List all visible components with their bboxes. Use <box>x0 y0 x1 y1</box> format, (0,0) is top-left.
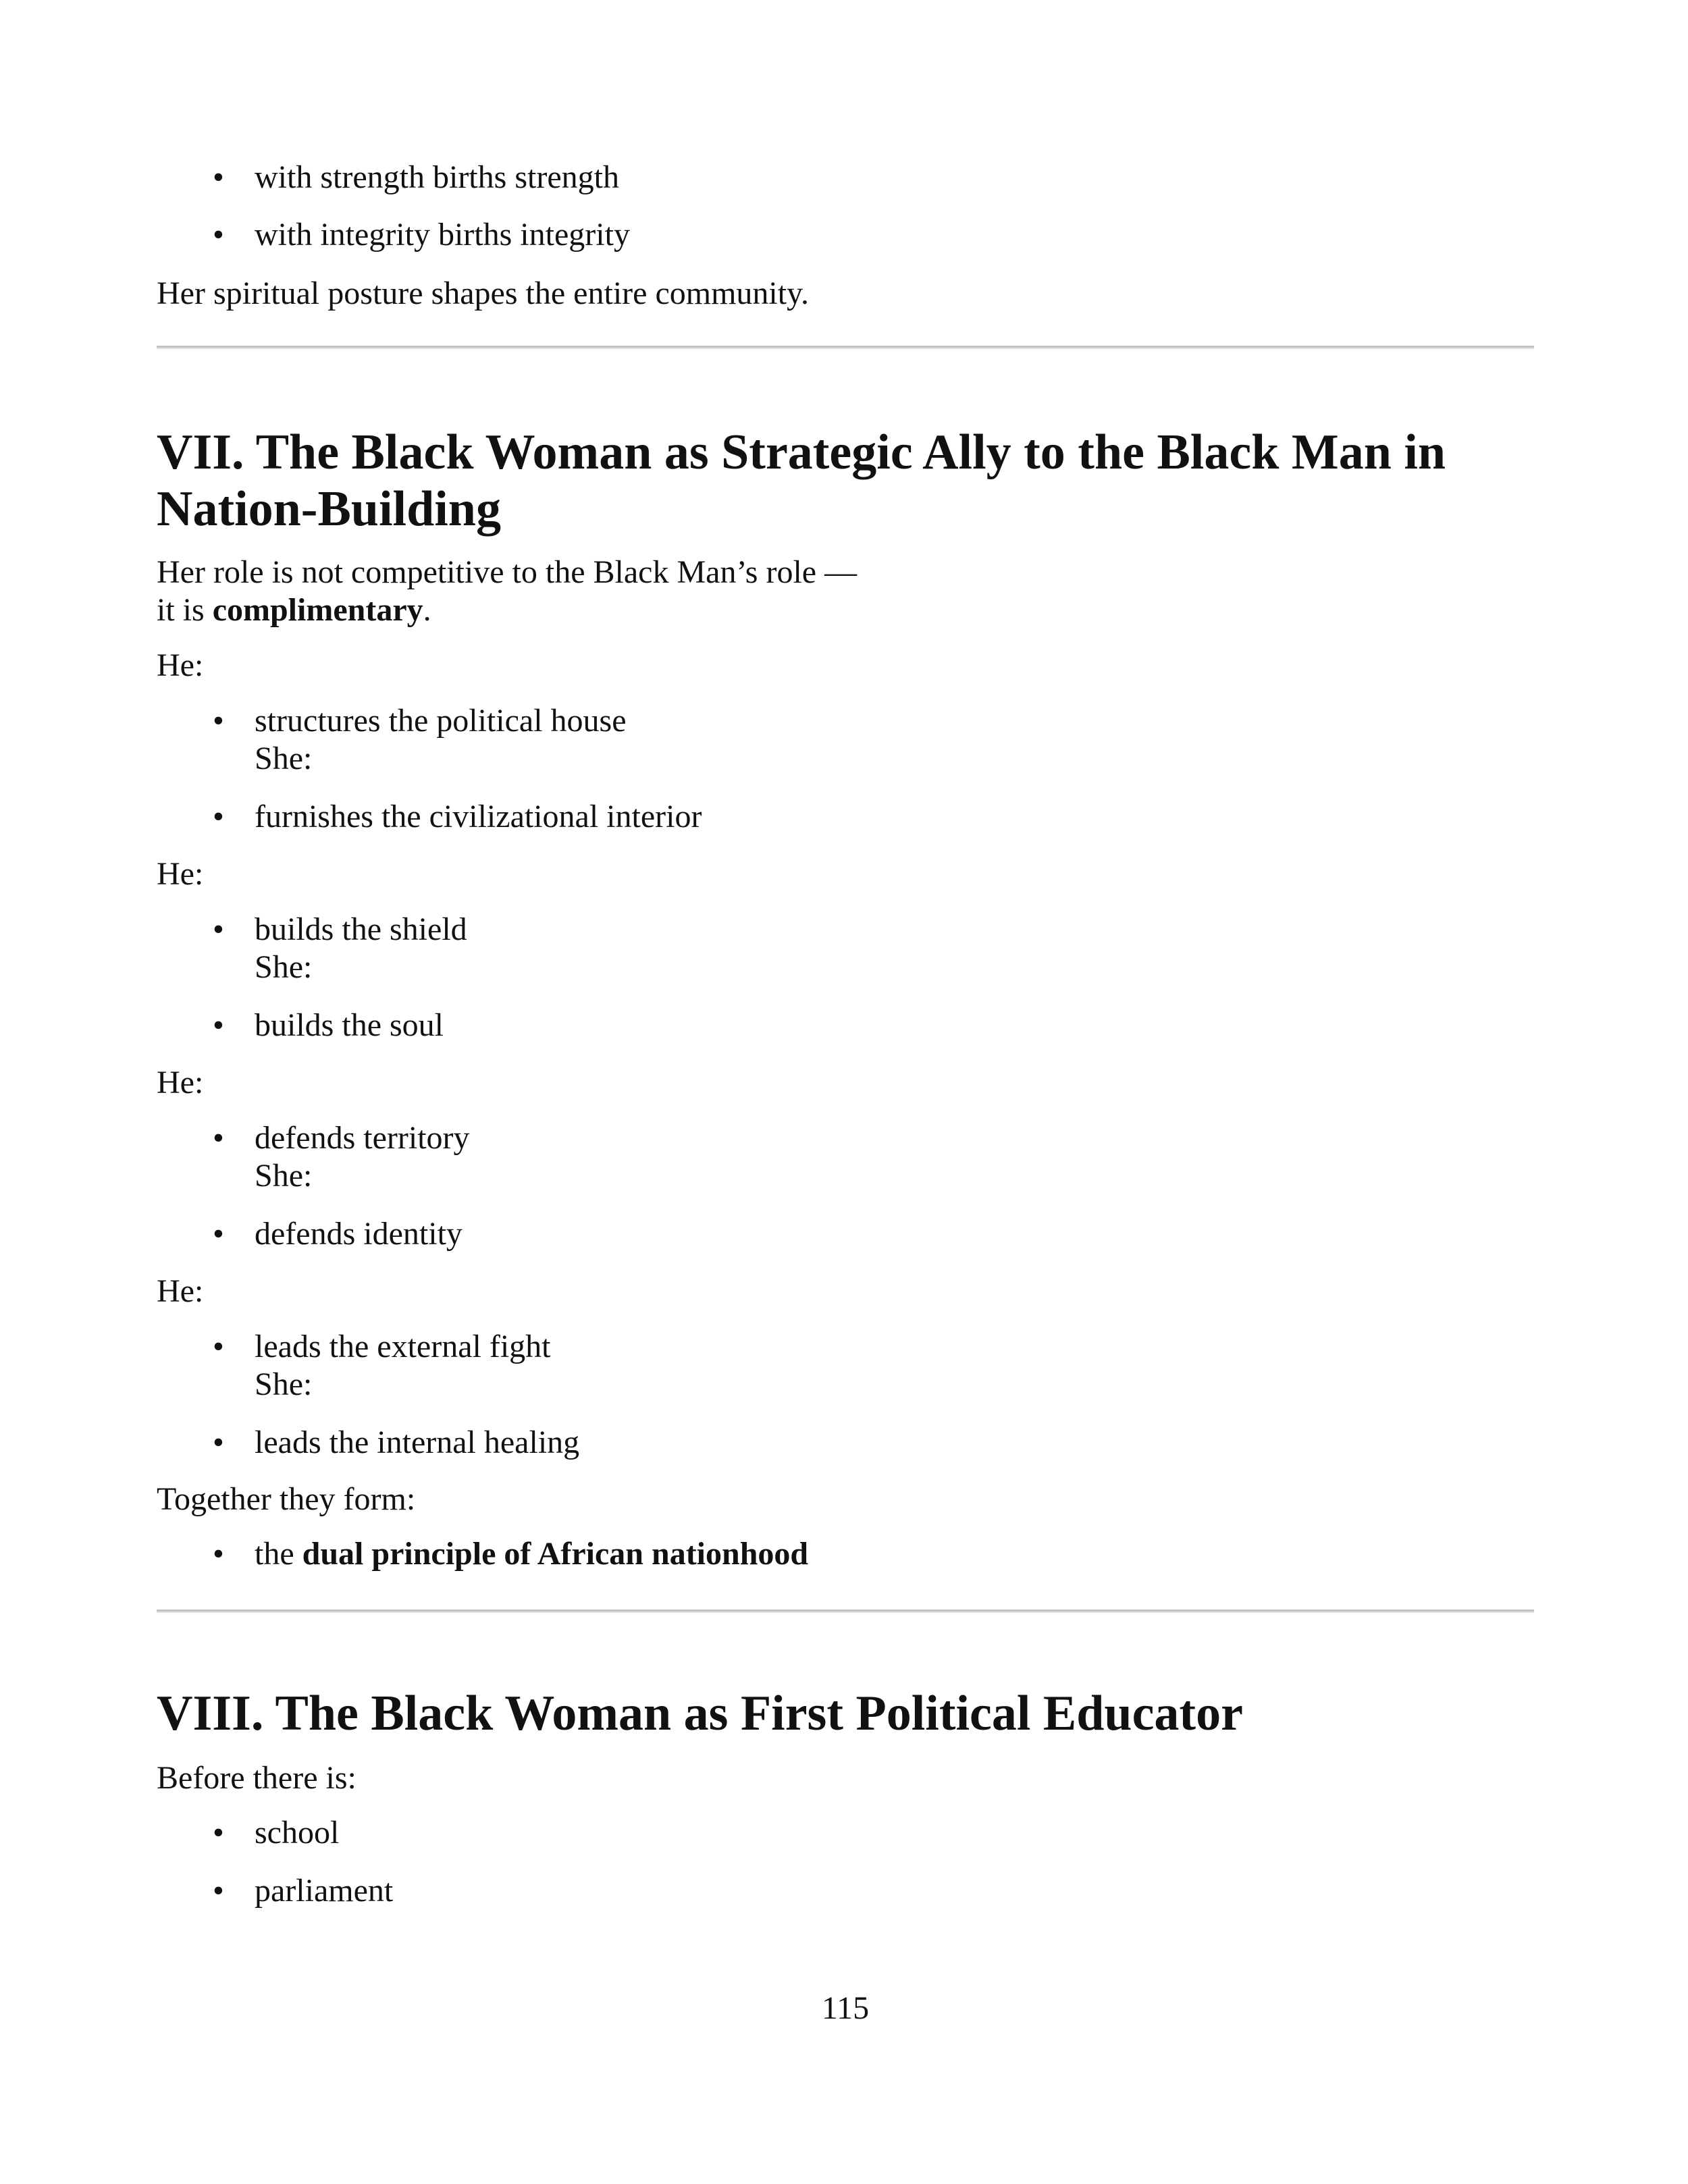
she-label: She: <box>255 1366 313 1402</box>
paragraph: Together they form: <box>157 1481 416 1517</box>
list-item <box>213 216 630 254</box>
document-page <box>157 0 1534 2184</box>
list-item <box>213 1215 463 1253</box>
list-item <box>213 1535 809 1573</box>
horizontal-rule <box>157 346 1534 349</box>
list-item <box>213 1872 394 1910</box>
bullet: • <box>213 1424 224 1460</box>
bullet: • <box>213 911 224 947</box>
list-item <box>213 1007 444 1044</box>
paragraph: Her role is not competitive to the Black Man’s role — <box>157 554 858 590</box>
list-item <box>213 1328 551 1404</box>
list-item <box>213 798 702 836</box>
list-item <box>213 1814 340 1852</box>
text: . <box>423 592 431 628</box>
bullet: • <box>213 1329 224 1364</box>
bullet: • <box>213 1536 224 1572</box>
list-item-text: structures the political house <box>255 703 627 739</box>
bullet: • <box>213 799 224 834</box>
list-item <box>213 702 627 778</box>
list-item-text: leads the internal healing <box>255 1424 580 1460</box>
heading-line: VII. The Black Woman as Strategic Ally to the Black Man in <box>157 425 1446 480</box>
she-label: She: <box>255 949 313 985</box>
bullet: • <box>213 1815 224 1850</box>
bold-text: complimentary <box>212 592 423 628</box>
bullet: • <box>213 1120 224 1156</box>
section-heading-continued <box>157 481 501 537</box>
section-heading <box>157 424 1446 481</box>
paragraph: Her spiritual posture shapes the entire community. <box>157 275 809 311</box>
paragraph: Before there is: <box>157 1760 357 1796</box>
bullet: • <box>213 217 224 252</box>
list-item-text: builds the shield <box>255 911 467 947</box>
he-label: He: <box>157 647 204 683</box>
she-label: She: <box>255 741 313 776</box>
list-item <box>213 911 467 986</box>
bullet: • <box>213 1007 224 1043</box>
list-item-text: furnishes the civilizational interior <box>255 799 702 834</box>
bullet: • <box>213 703 224 739</box>
bullet: • <box>213 1216 224 1252</box>
list-item-text: builds the soul <box>255 1007 444 1043</box>
text: it is <box>157 592 213 628</box>
bold-text: dual principle of African nationhood <box>302 1536 809 1572</box>
list-item <box>213 1424 580 1462</box>
page-number: 115 <box>821 1990 870 2026</box>
list-item-text: defends identity <box>255 1216 463 1252</box>
list-item-text: defends territory <box>255 1120 470 1156</box>
list-item <box>213 1119 470 1195</box>
she-label: She: <box>255 1158 313 1194</box>
he-label: He: <box>157 856 204 892</box>
list-item-text: with integrity births integrity <box>255 217 630 252</box>
list-item-text: leads the external fight <box>255 1329 551 1364</box>
list-item <box>213 159 619 196</box>
he-label: He: <box>157 1065 204 1100</box>
horizontal-rule <box>157 1609 1534 1613</box>
list-item-text <box>255 1535 808 1573</box>
list-item-text: parliament <box>255 1873 394 1909</box>
list-item-text: school <box>255 1815 340 1850</box>
list-item-text: with strength births strength <box>255 159 619 195</box>
bullet: • <box>213 1873 224 1909</box>
paragraph <box>157 591 431 629</box>
text: the <box>255 1536 302 1572</box>
section-heading: VIII. The Black Woman as First Political Educator <box>157 1686 1243 1741</box>
heading-line: Nation-Building <box>157 481 501 537</box>
he-label: He: <box>157 1273 204 1309</box>
bullet: • <box>213 159 224 195</box>
